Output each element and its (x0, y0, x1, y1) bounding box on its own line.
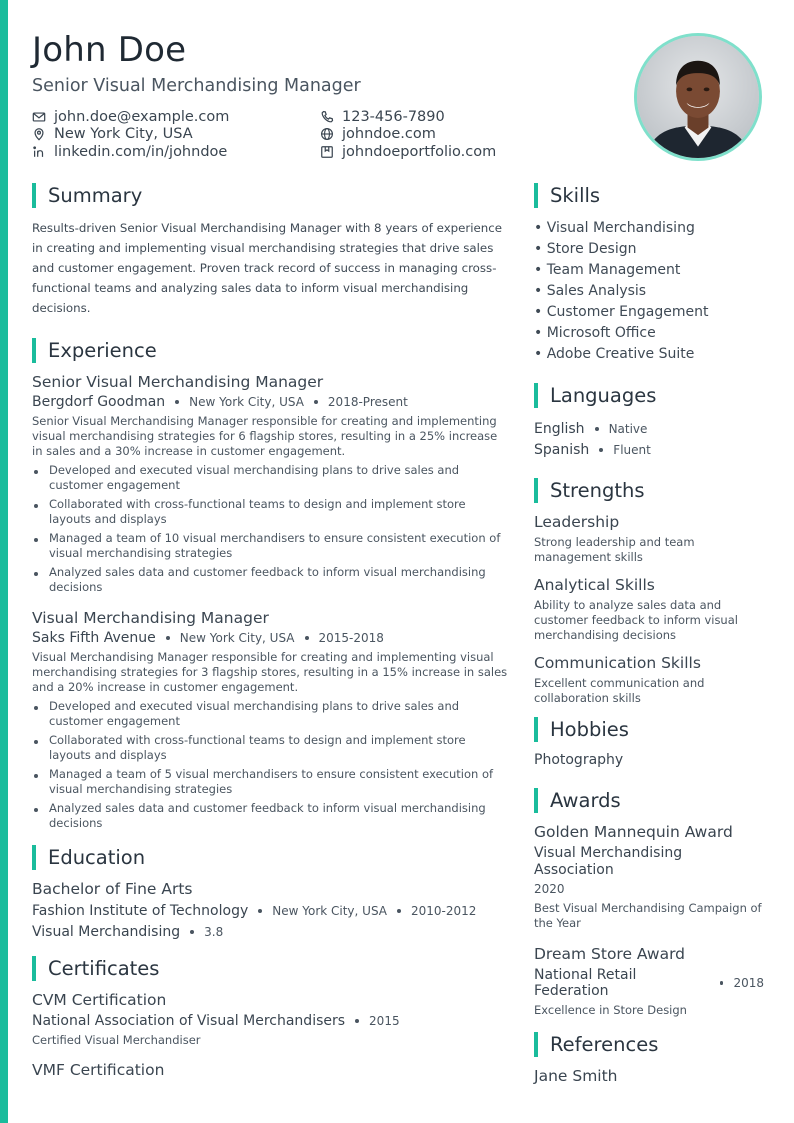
section-title: Awards (550, 789, 621, 812)
job-meta (32, 394, 510, 410)
award-title: Dream Store Award (534, 945, 686, 963)
award-description: Best Visual Merchandising Campaign of the Year (534, 901, 762, 930)
heading-accent (534, 788, 538, 813)
contact-list-left (32, 108, 229, 161)
job-company: Bergdorf Goodman (32, 394, 166, 410)
heading-accent (534, 1032, 538, 1057)
accent-bar (0, 0, 8, 1123)
strength-description: Ability to analyze sales data and customer feedback to inform visual merchandising decisions (534, 598, 738, 642)
heading-accent (32, 183, 36, 208)
contact-email-text: john.doe@example.com (54, 108, 230, 125)
job-bullets (32, 699, 510, 831)
hobby-item: Photography (534, 752, 624, 768)
list-item: Collaborated with cross-functional teams to design and implement store layouts and displays (32, 733, 510, 763)
strength-description: Strong leadership and team management skills (534, 535, 695, 564)
section-heading-awards (534, 788, 764, 813)
job-bullets (32, 463, 510, 595)
contact-linkedin[interactable] (32, 143, 229, 161)
list-item: Analyzed sales data and customer feedback to inform visual merchandising decisions (32, 801, 510, 831)
list-item: • Microsoft Office (534, 325, 656, 341)
award-organization: Visual Merchandising Association (534, 845, 683, 878)
separator-dot (720, 981, 724, 985)
award-entry (534, 823, 764, 931)
separator-dot (258, 909, 262, 913)
profile-photo (634, 33, 762, 161)
certificate-title: VMF Certification (32, 1061, 165, 1079)
list-item: Developed and executed visual merchandising plans to drive sales and customer engagement (32, 463, 510, 493)
heading-accent (534, 478, 538, 503)
job-description: Visual Merchandising Manager responsible for creating and implementing visual merchandising strategies for 3 flagship stores, resulting in a 15% increase in sales and a 20% increase in customer engagement. (32, 650, 508, 694)
globe-icon (320, 127, 334, 141)
language-level: Fluent (613, 442, 651, 457)
job-meta (32, 630, 510, 646)
separator-dot (166, 636, 170, 640)
strength-entry (534, 513, 764, 565)
job-dates: 2018-Present (327, 395, 408, 409)
award-title: Golden Mannequin Award (534, 823, 733, 841)
list-item: Collaborated with cross-functional teams to design and implement store layouts and displays (32, 497, 510, 527)
heading-accent (32, 956, 36, 981)
candidate-title: Senior Visual Merchandising Manager (32, 76, 361, 96)
strength-entry (534, 654, 764, 706)
award-meta (534, 967, 764, 999)
award-description: Excellence in Store Design (534, 1003, 687, 1017)
separator-dot (190, 930, 194, 934)
list-item: • Customer Engagement (534, 304, 709, 320)
phone-icon (320, 110, 334, 124)
certificate-description: Certified Visual Merchandiser (32, 1033, 201, 1047)
section-title: Hobbies (550, 718, 629, 741)
section-heading-strengths (534, 478, 764, 503)
certificate-year: 2015 (369, 1014, 400, 1028)
candidate-name: John Doe (32, 30, 187, 70)
heading-accent (32, 845, 36, 870)
language-row (534, 439, 764, 460)
language-name: Spanish (534, 441, 590, 458)
contact-website[interactable] (320, 126, 496, 144)
job-entry (32, 373, 510, 595)
list-item: Managed a team of 5 visual merchandisers to ensure consistent execution of visual merchandising strategies (32, 767, 510, 797)
list-item: Analyzed sales data and customer feedback to inform visual merchandising decisions (32, 565, 510, 595)
job-company: Saks Fifth Avenue (32, 630, 156, 646)
section-title: Languages (550, 384, 657, 407)
portfolio-icon (320, 145, 334, 159)
contact-website-text: johndoe.com (342, 126, 436, 143)
separator-dot (355, 1019, 359, 1023)
strength-title: Leadership (534, 513, 620, 531)
education-location: New York City, USA (272, 903, 387, 918)
reference-name: Jane Smith (534, 1067, 618, 1085)
job-title: Senior Visual Merchandising Manager (32, 373, 324, 391)
contact-phone-text: 123-456-7890 (342, 108, 445, 125)
job-location: New York City, USA (189, 395, 304, 409)
section-heading-skills (534, 183, 764, 208)
certificate-entry (32, 1061, 510, 1079)
section-title: Education (48, 846, 146, 869)
degree: Bachelor of Fine Arts (32, 880, 193, 898)
award-year: 2018 (733, 976, 764, 990)
education-entry (32, 880, 510, 940)
list-item: • Store Design (534, 241, 637, 257)
envelope-icon (32, 110, 46, 124)
separator-dot (595, 427, 599, 431)
right-column (534, 183, 764, 1085)
language-row (534, 418, 764, 439)
education-dates: 2010-2012 (411, 903, 477, 918)
contact-portfolio[interactable] (320, 143, 496, 161)
list-item: • Team Management (534, 262, 681, 278)
certificate-entry (32, 991, 510, 1047)
section-heading-certificates (32, 956, 510, 981)
certificate-issuer: National Association of Visual Merchandisers (32, 1013, 346, 1029)
heading-accent (534, 383, 538, 408)
section-title: References (550, 1033, 659, 1056)
education-major-row (32, 923, 510, 940)
award-organization: National Retail Federation (534, 967, 637, 999)
section-title: Strengths (550, 479, 645, 502)
list-item: • Visual Merchandising (534, 220, 695, 236)
separator-dot (175, 400, 179, 404)
heading-accent (534, 717, 538, 742)
list-item: • Adobe Creative Suite (534, 346, 695, 362)
major: Visual Merchandising (32, 923, 181, 940)
language-name: English (534, 420, 585, 437)
heading-accent (534, 183, 538, 208)
separator-dot (305, 636, 309, 640)
separator-dot (599, 448, 603, 452)
award-year: 2020 (534, 882, 565, 896)
award-entry (534, 945, 764, 1018)
contact-linkedin-text: linkedin.com/in/johndoe (54, 143, 228, 160)
strength-entry (534, 576, 764, 643)
strength-description: Excellent communication and collaboration skills (534, 676, 705, 705)
summary-text: Results-driven Senior Visual Merchandising Manager with 8 years of experience in creating and implementing visual merchandising strategies that drive sales and customer engagement. Proven track record of success in managing cross-functional teams and analyzing sales data to inform visual merchandising decisions. (32, 221, 503, 315)
section-heading-references (534, 1032, 764, 1057)
section-title: Skills (550, 184, 601, 207)
section-heading-education (32, 845, 510, 870)
job-entry (32, 609, 510, 831)
list-item: Managed a team of 10 visual merchandisers to ensure consistent execution of visual merchandising strategies (32, 531, 510, 561)
job-dates: 2015-2018 (318, 631, 384, 645)
section-heading-languages (534, 383, 764, 408)
location-pin-icon (32, 127, 46, 141)
section-heading-summary (32, 183, 510, 208)
certificate-meta (32, 1013, 510, 1029)
contact-location (32, 126, 229, 144)
contact-phone[interactable] (320, 108, 496, 126)
languages-list (534, 418, 764, 460)
job-description: Senior Visual Merchandising Manager responsible for creating and implementing visual merchandising strategies for 6 flagship stores, resulting in a 25% increase in sales and a 30% increase in customer engagement. (32, 414, 498, 458)
contact-list-right (320, 108, 496, 161)
section-title: Summary (48, 184, 143, 207)
heading-accent (32, 338, 36, 363)
job-location: New York City, USA (179, 631, 295, 645)
linkedin-icon (32, 145, 46, 159)
school: Fashion Institute of Technology (32, 902, 249, 919)
job-title: Visual Merchandising Manager (32, 609, 269, 627)
left-column (32, 183, 510, 1083)
separator-dot (397, 909, 401, 913)
certificate-title: CVM Certification (32, 991, 167, 1009)
contact-location-text: New York City, USA (54, 126, 193, 143)
list-item: Developed and executed visual merchandising plans to drive sales and customer engagement (32, 699, 510, 729)
language-level: Native (608, 421, 648, 436)
contact-email[interactable] (32, 108, 229, 126)
list-item: • Sales Analysis (534, 283, 647, 299)
skills-list (534, 218, 764, 365)
separator-dot (314, 400, 318, 404)
section-heading-hobbies (534, 717, 764, 742)
education-meta (32, 902, 510, 919)
strength-title: Communication Skills (534, 654, 701, 672)
section-heading-experience (32, 338, 510, 363)
contact-portfolio-text: johndoeportfolio.com (342, 143, 497, 160)
section-title: Experience (48, 339, 157, 362)
strength-title: Analytical Skills (534, 576, 655, 594)
section-title: Certificates (48, 957, 160, 980)
gpa: 3.8 (204, 924, 224, 939)
